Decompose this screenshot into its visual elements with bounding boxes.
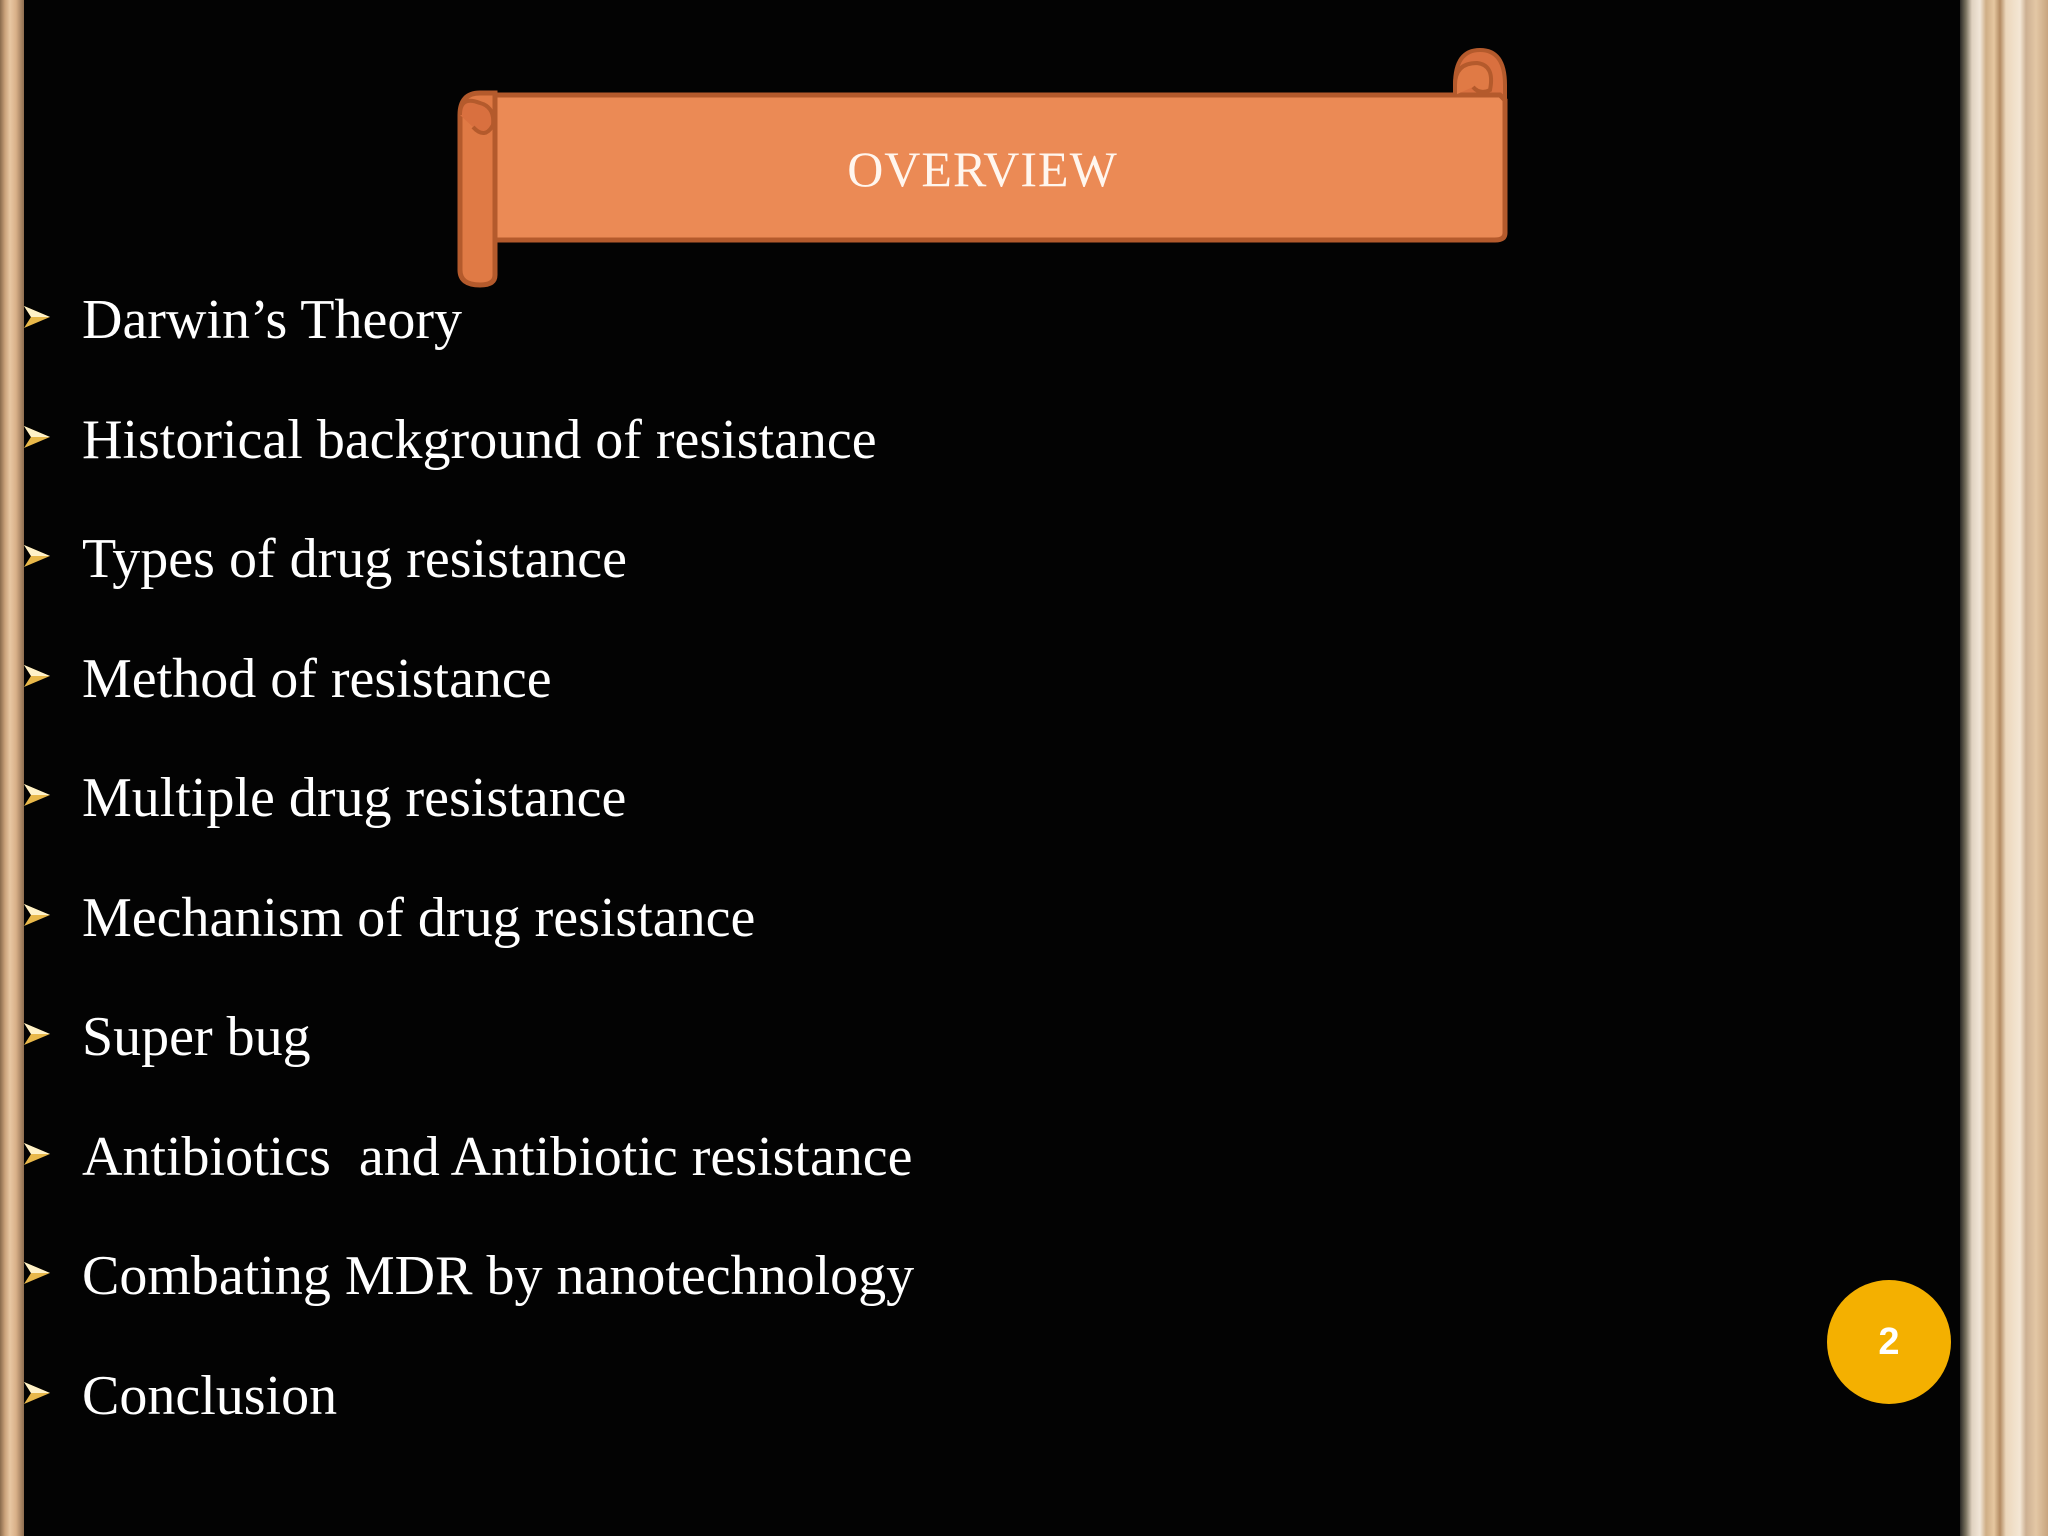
arrow-bullet-icon: [22, 302, 52, 332]
arrow-bullet-icon: [22, 900, 52, 930]
arrow-bullet-icon: [22, 1139, 52, 1169]
bullet-text: Conclusion: [82, 1364, 338, 1427]
arrow-bullet-icon: [22, 1378, 52, 1408]
arrow-bullet-icon: [22, 780, 52, 810]
arrow-bullet-icon: [22, 422, 52, 452]
bullet-text: Types of drug resistance: [82, 528, 628, 590]
bullet-text: Super bug: [82, 1006, 311, 1068]
slide-title: OVERVIEW: [847, 141, 1118, 197]
bullet-text: Method of resistance: [82, 647, 552, 710]
bullet-text: Darwin’s Theory: [82, 289, 462, 351]
right-decorative-border: [1960, 0, 2048, 1536]
arrow-bullet-icon: [22, 1019, 52, 1049]
bullet-text: Mechanism of drug resistance: [82, 886, 756, 949]
left-decorative-border: [0, 0, 24, 1536]
bullet-text: Multiple drug resistance: [82, 767, 627, 829]
bullet-text: Combating MDR by nanotechnology: [82, 1245, 915, 1307]
arrow-bullet-icon: [22, 1258, 52, 1288]
arrow-bullet-icon: [22, 541, 52, 571]
page-number-badge: 2: [1827, 1280, 1951, 1404]
arrow-bullet-icon: [22, 661, 52, 691]
title-banner: [455, 45, 1510, 290]
bullet-text: Historical background of resistance: [82, 408, 877, 471]
bullet-text: Antibiotics and Antibiotic resistance: [82, 1125, 913, 1188]
